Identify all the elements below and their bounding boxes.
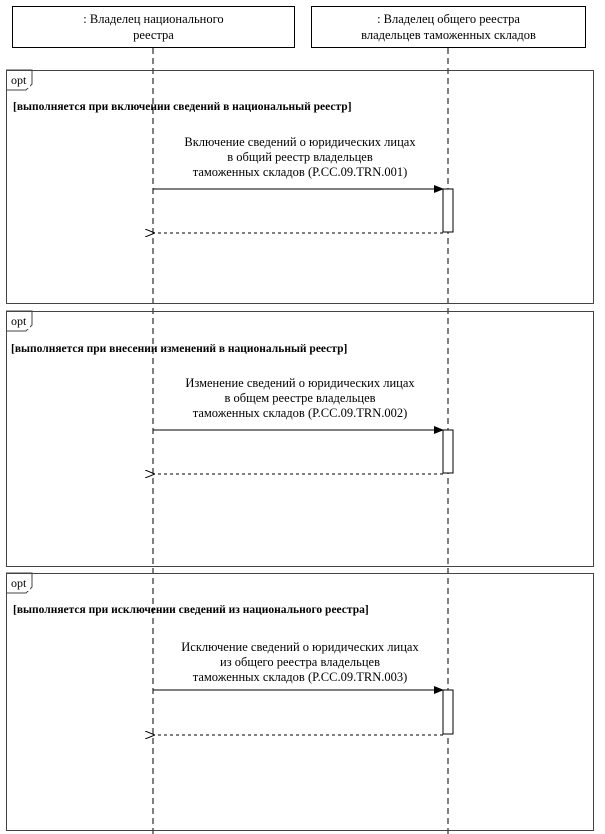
participant-common-registry-owner: [311, 6, 586, 48]
guard-condition: [выполняется при исключении сведений из национального реестра]: [13, 604, 369, 616]
opt-label: opt: [7, 574, 30, 591]
opt-fragment-exclude: [6, 573, 594, 831]
guard-condition: [выполняется при включении сведений в национальный реестр]: [13, 101, 352, 113]
participant-label: : Владелец общего реестра владельцев таможенных складов: [361, 12, 536, 42]
message-label-change: Изменение сведений о юридических лицах в общем реестре владельцев таможенных складов (P.CC.09.TRN.002): [185, 376, 415, 420]
participant-label: : Владелец национального реестра: [83, 12, 224, 42]
opt-label: opt: [7, 312, 30, 329]
opt-label: opt: [7, 71, 30, 88]
message-label-include: Включение сведений о юридических лицах в общий реестр владельцев таможенных складов (P.CC.09.TRN.001): [184, 135, 416, 179]
participant-national-registry-owner: [12, 6, 295, 48]
guard-condition: [выполняется при внесении изменений в национальный реестр]: [11, 343, 348, 355]
opt-fragment-include: [6, 70, 594, 304]
message-label-exclude: Исключение сведений о юридических лицах из общего реестра владельцев таможенных складов (P.CC.09.TRN.003): [181, 640, 419, 684]
opt-fragment-change: [6, 311, 594, 567]
